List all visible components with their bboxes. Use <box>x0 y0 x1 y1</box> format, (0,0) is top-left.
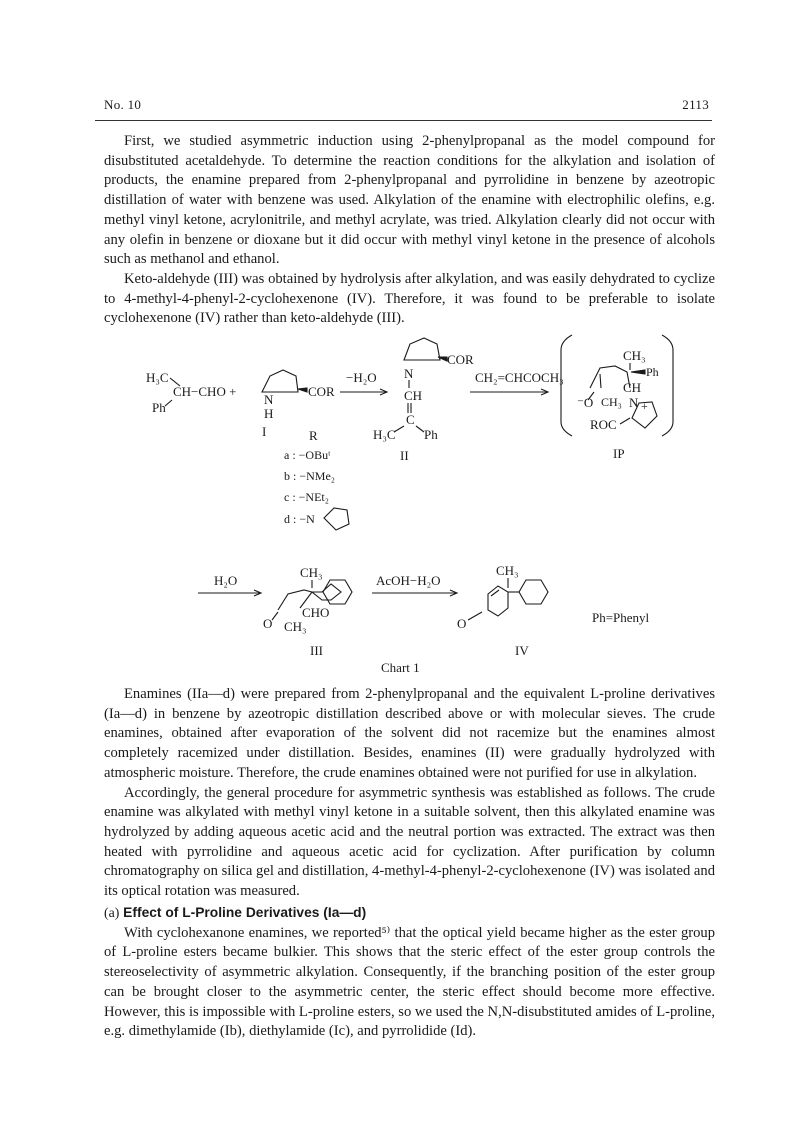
II-ph: Ph <box>424 427 438 442</box>
ring-I <box>262 370 298 392</box>
I-r: R <box>309 428 318 443</box>
I-h: H <box>264 406 274 421</box>
III-label: III <box>310 643 323 658</box>
IP-label: IP <box>613 446 625 461</box>
arrow2-reagent: CH₂=CHCOCH₃ <box>475 370 564 385</box>
IV-label: IV <box>515 643 529 658</box>
r-group-d: d : −N <box>284 512 315 526</box>
intro-text <box>104 132 715 329</box>
IP-ch3-top: CH₃ <box>623 348 646 363</box>
I-label: I <box>262 424 267 439</box>
arrow4-label: AcOH−H₂O <box>376 573 441 588</box>
IP-o-minus: ⁻O <box>577 395 594 410</box>
aldehyde-ph: Ph <box>152 400 166 415</box>
r-group-c: c : −NEt₂ <box>284 490 329 504</box>
left-bracket <box>561 335 572 436</box>
section-title: Effect of L-Proline Derivatives (Ia—d) <box>123 904 367 920</box>
III-o: O <box>263 616 273 631</box>
section-heading <box>104 902 715 924</box>
chart-caption: Chart 1 <box>381 660 420 675</box>
IP-roc: ROC <box>590 417 617 432</box>
II-c: C <box>406 412 415 427</box>
IV-o: O <box>457 616 467 631</box>
phenyl-IV <box>519 580 548 604</box>
IP-ch: CH <box>623 380 642 395</box>
II-cor: COR <box>447 352 474 367</box>
paragraph: With cyclohexanone enamines, we reported⁵⁾ that the optical yield became higher as the ester group of L-proline esters became bulkier. This shows that the steric effect of the ester group controls the stereoselectivity of asymmetric alkylation. Consequently, if the branching position of the ester group can be brought closer to the asymmetric center, the steric effect should become more effective. However, this is impossible with L-proline esters, so we used the N,N-disubstituted amides of L-proline, e.g. dimethylamide (Ib), diethylamide (Ic), and pyrrolidide (Id). <box>104 924 715 1040</box>
III-ch3-low: CH₃ <box>284 619 307 634</box>
issue-number: No. 10 <box>104 97 142 112</box>
II-n: N <box>404 366 414 381</box>
II-h3c: H₃C <box>373 427 396 442</box>
paragraph: First, we studied asymmetric induction using 2-phenylpropanal as the model compound for disubstituted acetaldehyde. To determine the reaction conditions for the alkylation and isolation of products, the enamine prepared from 2-phenylpropanal and pyrrolidine in benzene by azeotropic distillation of water with benzene was used. Alkylation of the enamine with electrophilic olefins, e.g. methyl vinyl ketone, acrylonitrile, and methyl acrylate, was tried. Alkylation clearly did not occur with any olefin in benzene or dioxane but it did occur with methyl vinyl ketone in the presence of alcohols such as methanol and ethanol. <box>104 133 715 268</box>
I-cor: COR <box>308 384 335 399</box>
IP-plus: + <box>641 399 648 413</box>
section-label: (a) <box>104 904 120 920</box>
ring-r-d <box>324 508 349 530</box>
III-ch3: CH₃ <box>300 565 323 580</box>
right-bracket <box>662 335 673 436</box>
r-group-a: a : −OBuᵗ <box>284 448 331 462</box>
paragraph: Enamines (IIa—d) were prepared from 2-phenylpropanal and the equivalent L-proline derivatives (Ia—d) in benzene by azeotropic distillation described above or with molecular sieves. The crude enamines, obtained after evaporation of the solvent did not racemize but the enamines almost completely racemized under distillation. Besides, enamines (II) were gradually hydrolyzed with atmospheric moisture. Therefore, the crude enamines obtained were not purified for use in alkylation. <box>104 686 715 781</box>
arrow1-label: −H₂O <box>346 370 377 385</box>
II-ch: CH <box>404 388 423 403</box>
ring-II <box>404 338 440 360</box>
phenyl-note: Ph=Phenyl <box>592 610 650 625</box>
II-label: II <box>400 448 409 463</box>
reaction-scheme <box>0 330 793 680</box>
IP-ch3: CH₃ <box>601 395 622 409</box>
r-group-b: b : −NMe₂ <box>284 469 335 483</box>
paragraph: Accordingly, the general procedure for asymmetric synthesis was established as follows. The crude enamine was alkylated with methyl vinyl ketone in a suitable solvent, then this alkylated enamine was hydrolyzed by adding aqueous acetic acid and the neutral portion was extracted. The extract was then heated with pyrrolidine and aqueous acetic acid for cyclization. After purification by column chromatography on silica gel and distillation, 4-methyl-4-phenyl-2-cyclohexenone (IV) was isolated and its optical rotation was measured. <box>104 784 715 900</box>
body-text <box>104 685 715 1042</box>
header-rule <box>95 120 712 121</box>
page-number: 2113 <box>682 97 709 112</box>
IP-ph: Ph <box>646 365 659 379</box>
IP-n: N <box>629 395 639 410</box>
I-n: N <box>264 392 274 407</box>
arrow3-label: H₂O <box>214 573 238 588</box>
III-cho: CHO <box>302 605 330 620</box>
aldehyde-chain: CH−CHO + <box>173 384 237 399</box>
aldehyde-h3c: H₃C <box>146 370 169 385</box>
IV-ch3: CH₃ <box>496 563 519 578</box>
paragraph: Keto-aldehyde (III) was obtained by hydrolysis after alkylation, and was easily dehydrated to cyclize to 4-methyl-4-phenyl-2-cyclohexenone (IV). Therefore, it was found to be preferable to isolate cyclohexenone (IV) rather than keto-aldehyde (III). <box>104 270 715 327</box>
